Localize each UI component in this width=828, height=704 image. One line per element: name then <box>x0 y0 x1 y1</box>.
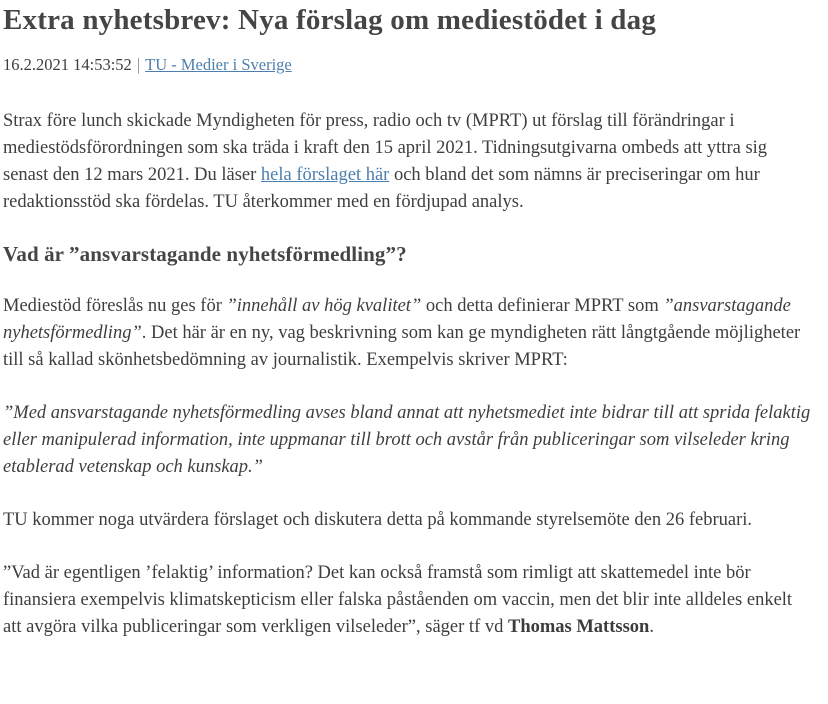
intro-paragraph <box>3 108 814 216</box>
ceo-name: Thomas Mattsson <box>507 616 650 637</box>
definition-text-2: och detta definierar MPRT som <box>421 295 664 316</box>
ceo-quote-paragraph <box>3 560 814 641</box>
definition-paragraph <box>3 293 814 374</box>
ceo-quote-period: . <box>649 616 654 637</box>
definition-text-3: . Det här är en ny, vag beskrivning som kan ge myndigheten rätt långtgående möjligheter till så kallad skönhetsbedömning av journalistik. Exempelvis skriver MPRT: <box>3 322 801 370</box>
subheading: Vad är ”ansvarstagande nyhetsförmedling”? <box>3 242 407 267</box>
timestamp: 16.2.2021 14:53:52 <box>3 55 132 75</box>
proposal-link[interactable]: hela förslaget här <box>260 165 390 186</box>
article-meta <box>3 55 814 75</box>
definition-italic-1: ”innehåll av hög kvalitet” <box>226 295 422 316</box>
definition-italic-2: ”ansvarstagande nyhetsförmedling” <box>3 295 791 343</box>
source-link[interactable]: TU - Medier i Sverige <box>145 55 292 75</box>
mprt-quote-paragraph: ”Med ansvarstagande nyhetsförmedling avses bland annat att nyhetsmediet inte bidrar till att sprida felaktig eller manipulerad information, inte uppmanar till brott och avstår från publiceringar som vilseleder kring etablerad vetenskap och kunskap.” <box>3 402 811 477</box>
article <box>3 4 814 641</box>
article-title: Extra nyhetsbrev: Nya förslag om mediestödet i dag <box>3 4 657 36</box>
intro-text-before: Strax före lunch skickade Myndigheten för press, radio och tv (MPRT) ut förslag till förändringar i mediestödsförordningen som ska träda i kraft den 15 april 2021. Tidningsutgivarna ombeds att yttra sig senast den 12 mars 2021. Du läser <box>3 111 768 186</box>
board-meeting-paragraph: TU kommer noga utvärdera förslaget och diskutera detta på kommande styrelsemöte den 26 februari. <box>3 509 752 530</box>
definition-text-1: Mediestöd föreslås nu ges för <box>3 295 227 316</box>
meta-separator: | <box>136 55 141 75</box>
ceo-quote-text: ”Vad är egentligen ’felaktig’ information? Det kan också framstå som rimligt att skattemedel inte bör finansiera exempelvis klimatskepticism eller falska påståenden om vaccin, men det blir inte alldeles enkelt att avgöra vilka publiceringar som verkligen vilseleder”, säger tf vd <box>3 562 793 637</box>
intro-text-after: och bland det som nämns är preciseringar om hur redaktionsstöd ska fördelas. TU återkommer med en fördjupad analys. <box>3 165 760 213</box>
